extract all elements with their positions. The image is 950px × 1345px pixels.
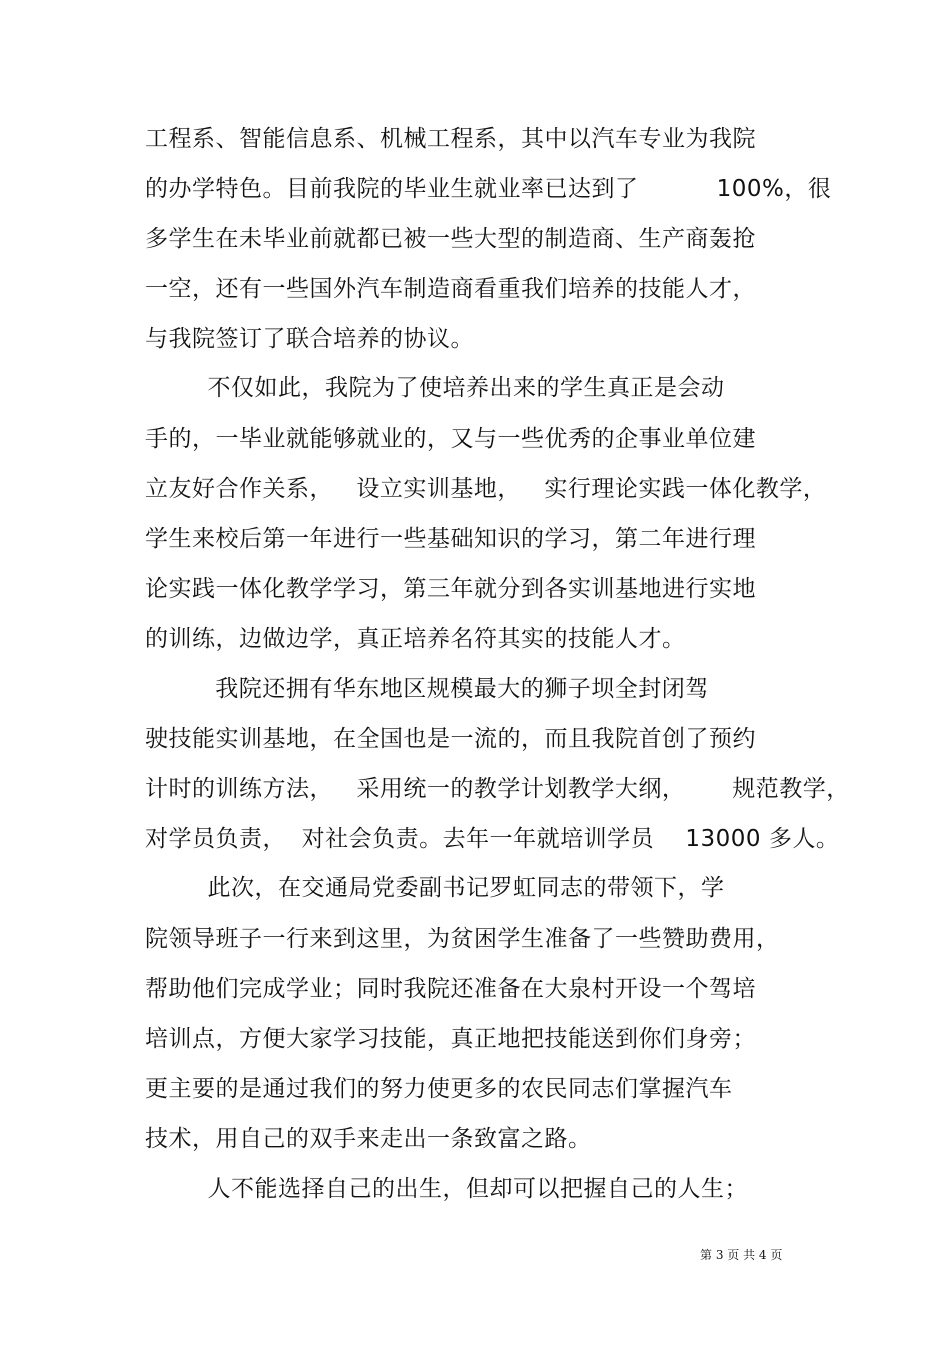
text-line-12: 我院还拥有华东地区规模最大的狮子坝全封闭驾 xyxy=(145,676,709,702)
text-line-5: 与我院签订了联合培养的协议。 xyxy=(145,326,474,352)
text-line-16: 此次，在交通局党委副书记罗虹同志的带领下，学 xyxy=(145,875,725,901)
text-line-13: 驶技能实训基地，在全国也是一流的，而且我院首创了预约 xyxy=(145,726,756,752)
text-line-19: 培训点，方便大家学习技能，真正地把技能送到你们身旁； xyxy=(145,1026,756,1052)
text-line-3: 多学生在未毕业前就都已被一些大型的制造商、生产商轰抢 xyxy=(145,226,756,252)
text-line-7: 手的，一毕业就能够就业的，又与一些优秀的企事业单位建 xyxy=(145,426,756,452)
text-line-15: 对学员负责， 对社会负责。去年一年就培训学员 13000 多人。 xyxy=(145,826,840,852)
text-line-11: 的训练，边做边学，真正培养名符其实的技能人才。 xyxy=(145,626,686,652)
page-number-footer: 第 3 页 共 4 页 xyxy=(700,1248,783,1262)
text-line-4: 一空，还有一些国外汽车制造商看重我们培养的技能人才， xyxy=(145,276,756,302)
text-line-2: 的办学特色。目前我院的毕业生就业率已达到了 100%，很 xyxy=(145,176,832,202)
text-line-10: 论实践一体化教学学习，第三年就分到各实训基地进行实地 xyxy=(145,576,756,602)
text-line-18: 帮助他们完成学业；同时我院还准备在大泉村开设一个驾培 xyxy=(145,976,756,1002)
text-line-21: 技术，用自己的双手来走出一条致富之路。 xyxy=(145,1126,592,1152)
text-line-1: 工程系、智能信息系、机械工程系，其中以汽车专业为我院 xyxy=(145,126,756,152)
text-line-17: 院领导班子一行来到这里，为贫困学生准备了一些赞助费用， xyxy=(145,926,780,952)
text-line-6: 不仅如此，我院为了使培养出来的学生真正是会动 xyxy=(145,375,725,401)
text-line-22: 人不能选择自己的出生，但却可以把握自己的人生； xyxy=(145,1176,748,1202)
text-line-14: 计时的训练方法， 采用统一的教学计划教学大纲， 规范教学， xyxy=(145,776,850,802)
text-line-8: 立友好合作关系， 设立实训基地， 实行理论实践一体化教学， xyxy=(145,476,827,502)
text-line-20: 更主要的是通过我们的努力使更多的农民同志们掌握汽车 xyxy=(145,1076,733,1102)
text-line-9: 学生来校后第一年进行一些基础知识的学习，第二年进行理 xyxy=(145,526,756,552)
